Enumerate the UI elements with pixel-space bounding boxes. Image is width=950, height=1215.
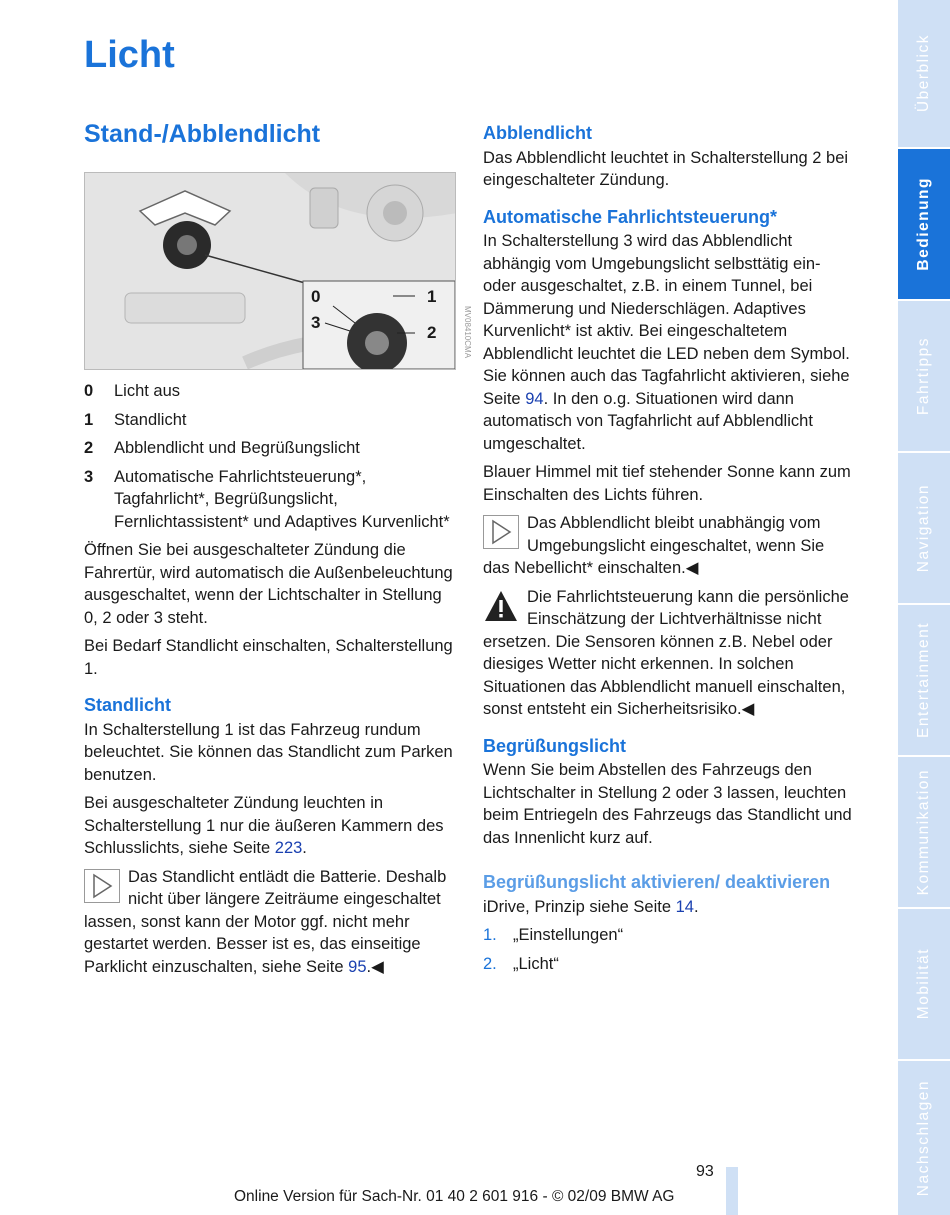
text: .: [693, 897, 699, 916]
warning-text: Die Fahrlichtsteuerung kann die persönliche Einschätzung der Lichtverhältnisse nicht ersetzen. Die Sensoren können z.B. Nebel oder diesiges Wetter nicht erkennen. In solchen Situationen das Abblendlicht manuell einschalten, sonst entsteht ein Sicherheitsrisiko.◀: [483, 587, 849, 718]
heading-begruessungslicht: Begrüßungslicht: [483, 735, 626, 756]
figure-label-2: 2: [427, 323, 437, 342]
text: . In den o.g. Situationen wird dann automatisch von Tagfahrlicht auf Abblendlicht umgeschaltet.: [483, 389, 813, 453]
page-link[interactable]: 14: [675, 897, 694, 916]
page-number: 93: [696, 1163, 714, 1180]
paragraph: [84, 792, 456, 860]
light-switch-figure: [84, 172, 456, 370]
tab-bedienung[interactable]: [898, 149, 950, 299]
tab-label: Bedienung: [915, 177, 932, 271]
section-title: Stand-/Abblendlicht: [84, 120, 321, 148]
note: [84, 866, 456, 979]
paragraph: Öffnen Sie bei ausgeschalteter Zündung die Fahrertür, wird automatisch die Außenbeleuchtung ausgeschaltet, wenn der Lichtschalter in Stellung 0, 2 oder 3 steht.: [84, 541, 453, 627]
warning-icon: [483, 589, 519, 623]
note-text: Das Abblendlicht bleibt unabhängig vom Umgebungslicht eingeschaltet, wenn Sie das Nebellicht* einschalten.◀: [483, 514, 825, 577]
step-number: 1.: [483, 926, 497, 944]
right-column: [483, 122, 855, 981]
text: iDrive, Prinzip siehe Seite: [483, 897, 676, 916]
step-text: „Einstellungen“: [513, 926, 624, 944]
list-key: 1: [84, 410, 94, 429]
list-key: 2: [84, 439, 94, 457]
list-item: [84, 466, 456, 534]
tab-label: Entertainment: [915, 622, 932, 738]
tab-label: Nachschlagen: [915, 1079, 932, 1197]
page-title: Licht: [84, 34, 175, 76]
figure-label-3: 3: [311, 313, 321, 332]
heading-abblendlicht: Abblendlicht: [483, 123, 592, 143]
page-link[interactable]: 95: [348, 957, 367, 976]
figure-label-1: 1: [427, 287, 437, 306]
switch-position-list: [84, 380, 456, 533]
paragraph: Bei Bedarf Standlicht einschalten, Schalterstellung 1.: [84, 637, 453, 678]
tab-label: Kommunikation: [915, 768, 932, 896]
text: Bei ausgeschalteter Zündung leuchten in Schalterstellung 1 nur die äußeren Kammern des Schlusslichts, siehe Seite: [84, 794, 444, 857]
step-text: „Licht“: [513, 954, 559, 973]
page-marker: [726, 1167, 738, 1215]
list-text: Standlicht: [114, 410, 187, 429]
heading-automatische-fahrlichtsteuerung: Automatische Fahrlichtsteuerung*: [483, 206, 778, 227]
list-key: 0: [84, 382, 94, 400]
tab-fahrtipps[interactable]: [898, 301, 950, 451]
heading-begruessungslicht-aktivieren: Begrüßungslicht aktivieren/ deaktivieren: [483, 872, 831, 892]
steps-list: [483, 924, 855, 975]
warning-note: [483, 586, 855, 721]
tab-label: Fahrtipps: [915, 336, 932, 416]
paragraph: Das Abblendlicht leuchtet in Schalterstellung 2 bei eingeschalteter Zündung.: [483, 148, 849, 189]
note-icon: [483, 515, 519, 549]
figure-code: MV08410CMA: [463, 306, 472, 359]
note-icon: [84, 869, 120, 903]
note: [483, 512, 855, 580]
tab-mobilitaet[interactable]: [898, 909, 950, 1059]
step-number: 2.: [483, 954, 497, 973]
tab-label: Navigation: [915, 483, 932, 573]
tab-ueberblick[interactable]: [898, 0, 950, 147]
tab-navigation[interactable]: [898, 453, 950, 603]
note-end: .◀: [366, 957, 384, 976]
text: In Schalterstellung 3 wird das Abblendlicht abhängig vom Umgebungslicht selbsttätig ein- oder ausgeschaltet, z.B. in einem Tunnel, bei Dämmerung und Niederschlägen. Adaptives Kurvenlicht* ist aktiv. Bei eingeschaltetem Abblendlicht leuchtet die LED neben dem Symbol. Sie können auch das Tagfahrlicht aktivieren, siehe Seite: [483, 232, 850, 408]
list-item: [84, 380, 456, 403]
list-item: [483, 953, 855, 976]
tab-entertainment[interactable]: [898, 605, 950, 755]
heading-standlicht: Standlicht: [84, 695, 172, 715]
paragraph: Blauer Himmel mit tief stehender Sonne kann zum Einschalten des Lichts führen.: [483, 463, 851, 504]
footer: Online Version für Sach-Nr. 01 40 2 601 916 - © 02/09 BMW AG: [234, 1188, 675, 1205]
paragraph: Wenn Sie beim Abstellen des Fahrzeugs den Lichtschalter in Stellung 2 oder 3 lassen, leuchten beim Entriegeln des Fahrzeugs das Standlicht und das Innenlicht kurz auf.: [483, 761, 852, 847]
paragraph: [483, 896, 855, 919]
list-item: [84, 437, 456, 460]
tab-label: Mobilität: [915, 948, 932, 1020]
paragraph: In Schalterstellung 1 ist das Fahrzeug rundum beleuchtet. Sie können das Standlicht zum Parken benutzen.: [84, 720, 453, 784]
list-text: Automatische Fahrlichtsteuerung*, Tagfahrlicht*, Begrüßungslicht, Fernlichtassistent* und Adaptives Kurvenlicht*: [114, 467, 450, 531]
figure-label-0: 0: [311, 287, 321, 306]
list-item: [483, 924, 855, 947]
tab-label: Überblick: [915, 34, 932, 113]
page-link[interactable]: 223: [274, 839, 303, 857]
list-item: [84, 409, 456, 432]
note-text: Das Standlicht entlädt die Batterie. Deshalb nicht über längere Zeiträume eingeschaltet lassen, sonst kann der Motor ggf. nicht mehr gestartet werden. Besser ist es, das einseitige Parklicht einzuschalten, siehe Seite: [84, 867, 447, 976]
paragraph: [483, 230, 855, 455]
chapter-sidebar: [898, 0, 950, 1215]
tab-kommunikation[interactable]: [898, 757, 950, 907]
tab-nachschlagen[interactable]: [898, 1061, 950, 1215]
list-text: Licht aus: [114, 382, 181, 400]
text: .: [302, 839, 307, 857]
page-link[interactable]: 94: [525, 389, 544, 408]
list-text: Abblendlicht und Begrüßungslicht: [114, 439, 360, 457]
list-key: 3: [84, 467, 94, 486]
left-column: [84, 380, 456, 984]
